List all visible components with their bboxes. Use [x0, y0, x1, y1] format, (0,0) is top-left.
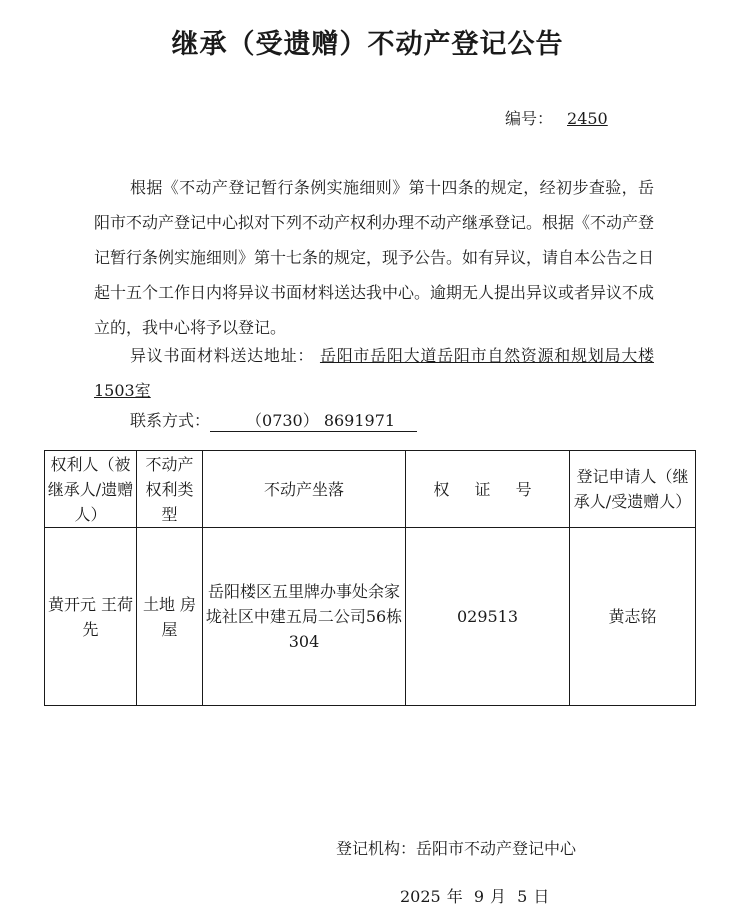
notice-body: 根据《不动产登记暂行条例实施细则》第十四条的规定，经初步查验，岳阳市不动产登记中心拟对下列不动产权利办理不动产继承登记。根据《不动产登记暂行条例实施细则》第十七条的规定，现予公告。如有异议，请自本公告之日起十五个工作日内将异议书面材料送达我中心。逾期无人提出异议或者异议不成立的，我中心将予以登记。 — [94, 178, 655, 337]
notice-date — [400, 884, 555, 907]
cell-right-type: 土地 房屋 — [137, 528, 203, 706]
header-certificate: 权 证 号 — [406, 451, 570, 528]
serial-number — [505, 106, 608, 129]
contact-value: （0730） 8691971 — [210, 411, 417, 432]
objection-address-label: 异议书面材料送达地址： — [130, 346, 315, 365]
registration-table — [44, 450, 696, 706]
date-month-unit: 月 — [490, 887, 507, 906]
cell-applicant: 黄志铭 — [570, 528, 696, 706]
cell-holder: 黄开元 王荷先 — [45, 528, 137, 706]
table-header-row — [45, 451, 696, 528]
header-applicant: 登记申请人（继承人/受遗赠人） — [570, 451, 696, 528]
date-day-unit: 日 — [533, 887, 550, 906]
contact-info — [94, 403, 654, 438]
table-row — [45, 528, 696, 706]
objection-address — [94, 338, 654, 408]
contact-label: 联系方式： — [130, 411, 211, 430]
serial-label: 编号： — [505, 109, 554, 128]
header-right-type: 不动产权利类型 — [137, 451, 203, 528]
date-year: 2025 — [400, 887, 441, 906]
header-holder: 权利人（被继承人/遗赠人） — [45, 451, 137, 528]
authority-label: 登记机构： — [336, 839, 417, 858]
header-location: 不动产坐落 — [203, 451, 406, 528]
cell-certificate-no: 029513 — [406, 528, 570, 706]
date-year-unit: 年 — [446, 887, 463, 906]
page-title: 继承（受遗赠）不动产登记公告 — [171, 29, 564, 60]
registration-authority — [336, 836, 576, 859]
authority-value: 岳阳市不动产登记中心 — [416, 839, 577, 858]
date-month: 9 — [473, 887, 485, 906]
date-day: 5 — [517, 887, 528, 906]
serial-value: 2450 — [567, 109, 608, 128]
cell-location: 岳阳楼区五里牌办事处余家垅社区中建五局二公司56栋304 — [203, 528, 406, 706]
objection-address-value: 岳阳市岳阳大道岳阳市自然资源和规划局大楼1503室 — [94, 346, 654, 400]
